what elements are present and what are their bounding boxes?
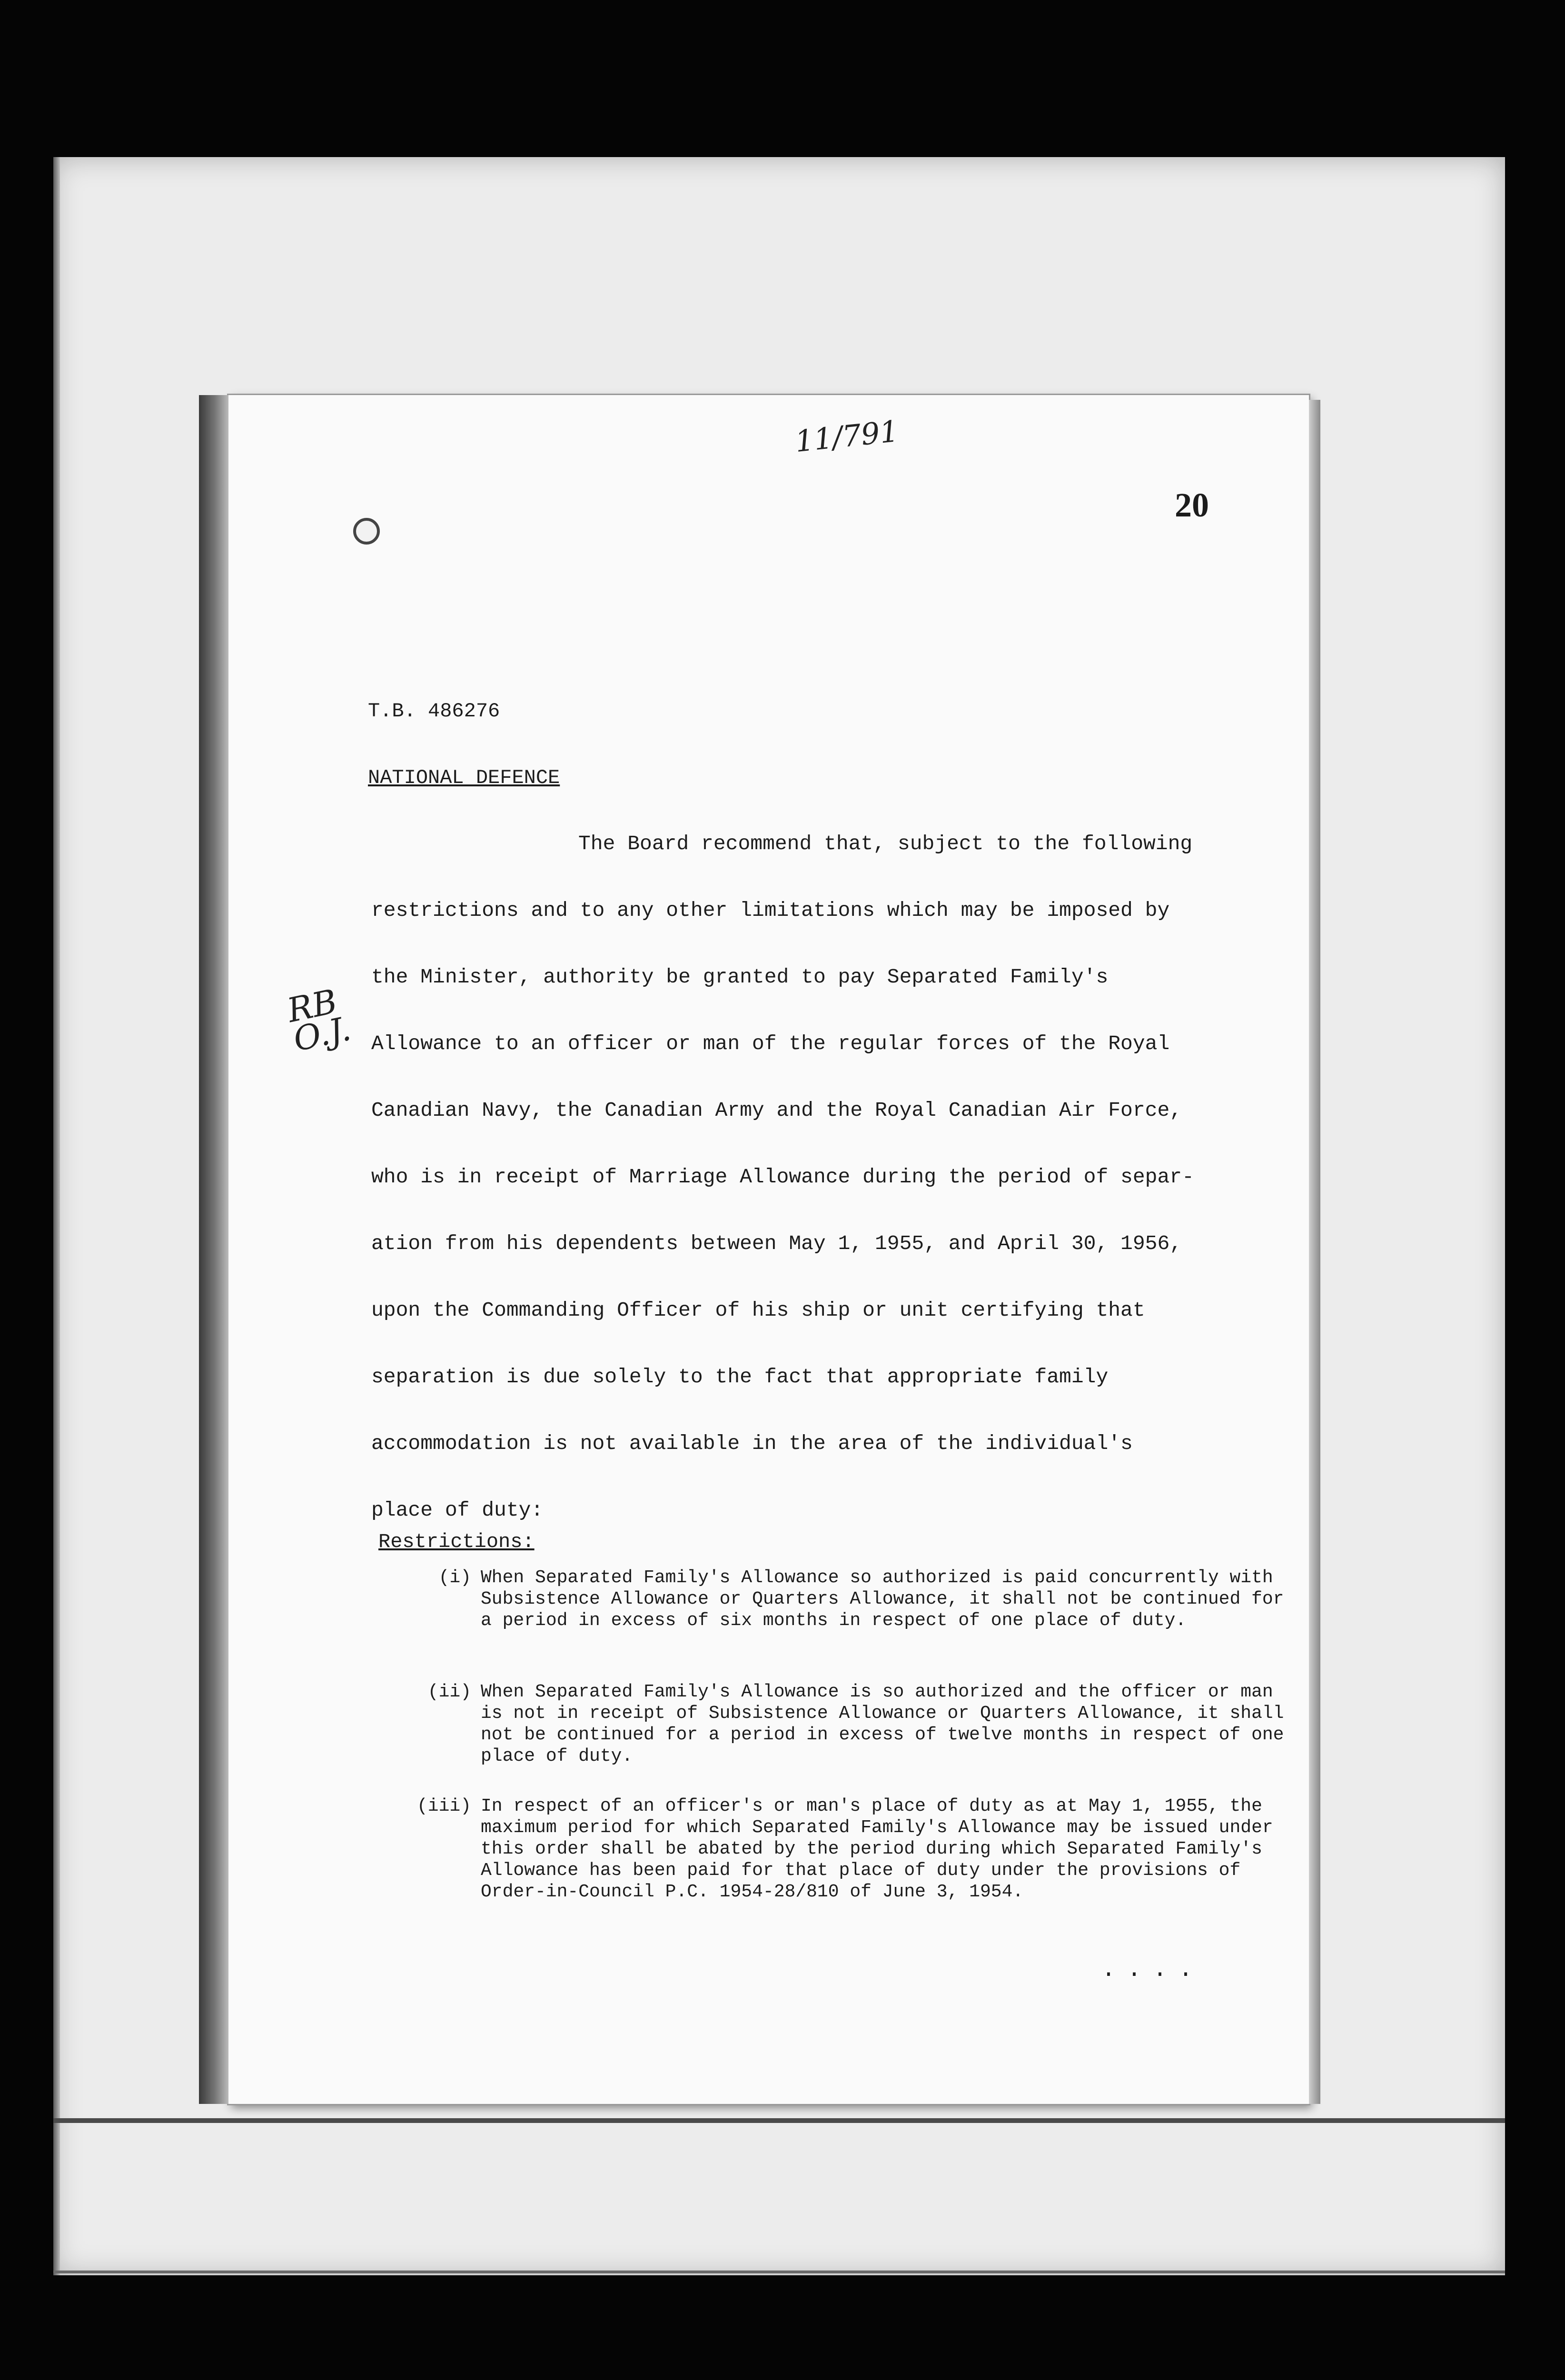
restriction-text: When Separated Family's Allowance is so authorized and the officer or man is not in receipt of Subsistence Allowance or Quarters Allowance, it shall not be continued for a period in excess of twelve months in respect of one place of duty.	[481, 1682, 1284, 1766]
body-line: upon the Commanding Officer of his ship or unit certifying that	[371, 1299, 1145, 1322]
restriction-number: (i)	[438, 1567, 471, 1588]
document-page	[228, 395, 1309, 2104]
body-line: Canadian Navy, the Canadian Army and the Royal Canadian Air Force,	[371, 1099, 1182, 1122]
body-line: separation is due solely to the fact that appropriate family	[371, 1365, 1109, 1388]
page-number: 20	[1175, 486, 1209, 524]
backing-sheet-fold	[53, 2118, 1505, 2123]
body-line: accommodation is not available in the area of the individual's	[371, 1432, 1133, 1455]
restriction-text: When Separated Family's Allowance so authorized is paid concurrently with Subsistence Allowance or Quarters Allowance, it shall not be continued for a period in excess of six months in respect of one place of duty.	[481, 1567, 1284, 1631]
body-line: Allowance to an officer or man of the regular forces of the Royal	[371, 1032, 1170, 1055]
body-line: the Minister, authority be granted to pay Separated Family's	[371, 965, 1109, 989]
punch-hole-icon	[353, 518, 380, 545]
page-curl-shadow	[199, 395, 228, 2104]
body-line: place of duty:	[371, 1498, 544, 1522]
restriction-number: (iii)	[416, 1796, 471, 1816]
treasury-board-reference: T.B. 486276	[368, 700, 500, 723]
body-line: restrictions and to any other limitations which may be imposed by	[371, 899, 1170, 922]
restriction-text: In respect of an officer's or man's place of duty as at May 1, 1955, the maximum period for which Separated Family's Allowance may be issued under this order shall be abated by the period during which Separated Family's Allowance has been paid for that place of duty under the provisions of Order-in-Council P.C. 1954-28/810 of June 3, 1954.	[481, 1796, 1273, 1902]
body-line: ation from his dependents between May 1, 1955, and April 30, 1956,	[371, 1232, 1182, 1255]
body-line: The Board recommend that, subject to the following	[578, 832, 1193, 855]
restriction-number: (ii)	[427, 1682, 471, 1702]
body-line: who is in receipt of Marriage Allowance during the period of separ-	[371, 1165, 1194, 1189]
restrictions-heading: Restrictions:	[378, 1530, 535, 1553]
handwritten-initials: RB O.J.	[284, 982, 355, 1059]
backing-sheet-fold-lower	[53, 2271, 1505, 2273]
continuation-dots: ....	[1101, 1956, 1204, 1983]
handwritten-file-number: 11/791	[793, 413, 901, 459]
page-right-edge	[1309, 400, 1320, 2104]
department-heading: NATIONAL DEFENCE	[368, 766, 560, 789]
backing-sheet-edge	[53, 157, 60, 2275]
